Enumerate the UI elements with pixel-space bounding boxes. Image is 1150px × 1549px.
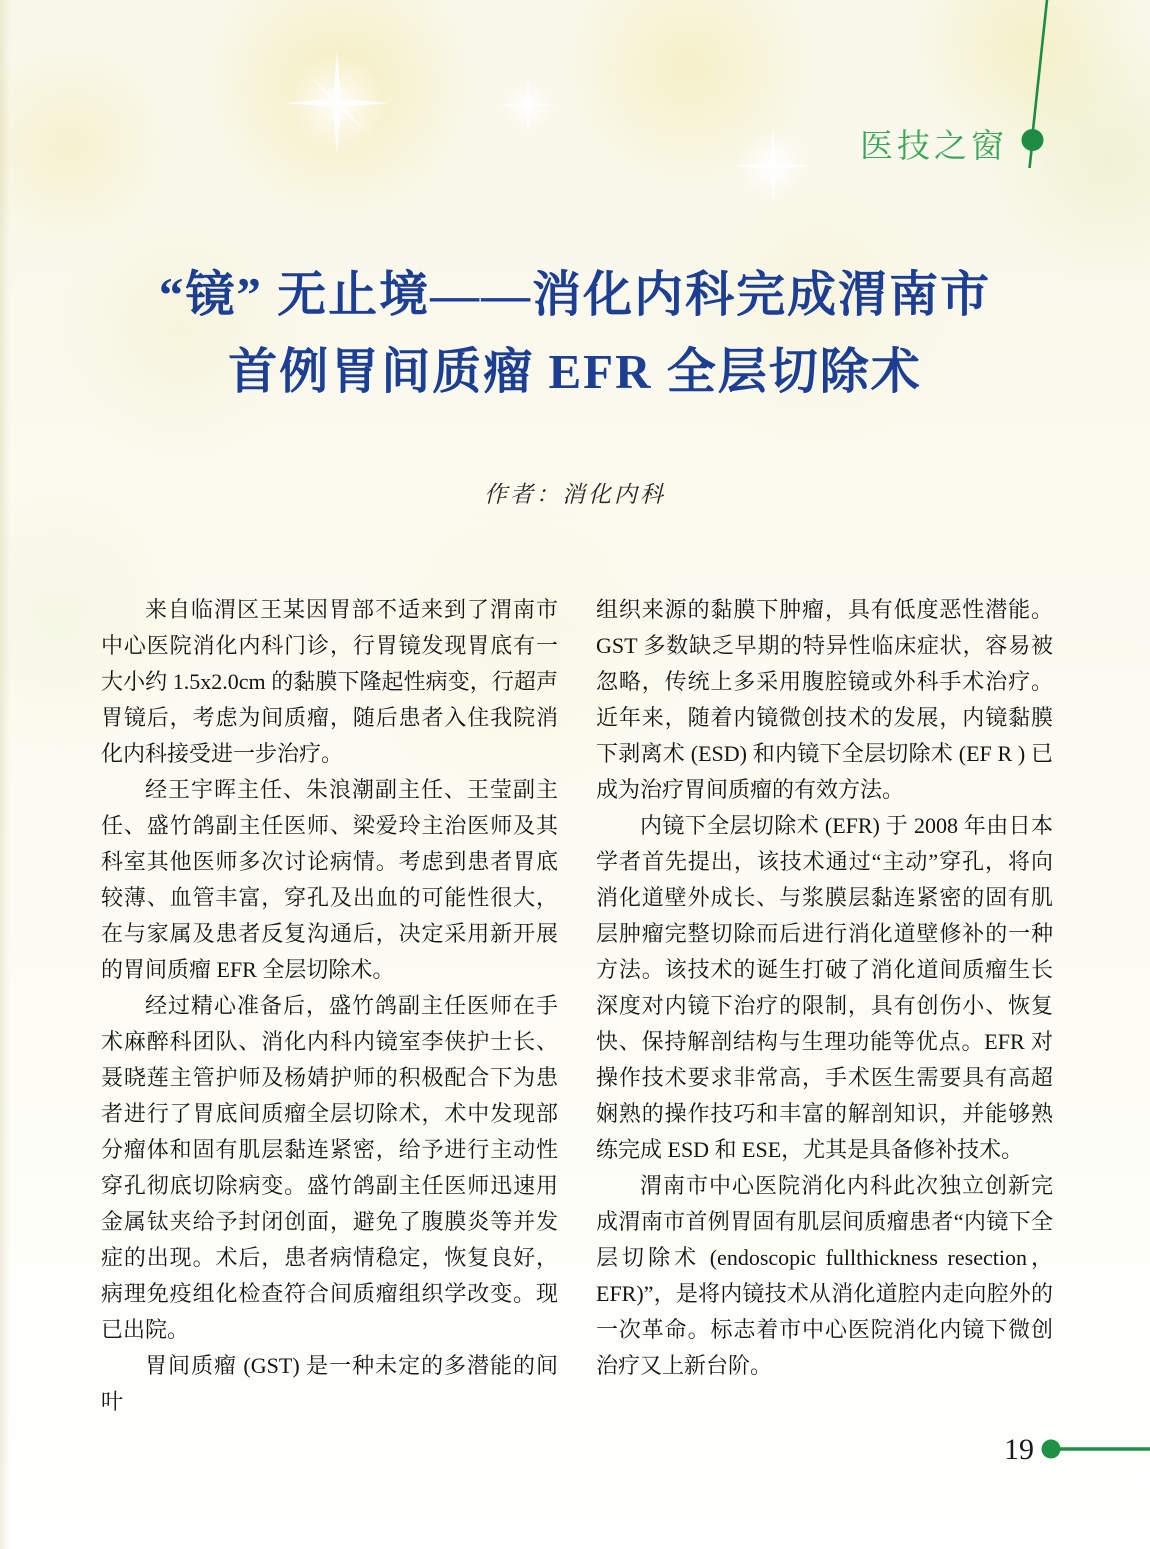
footer-rule-decoration (1036, 1434, 1150, 1466)
page-number: 19 (1004, 1433, 1034, 1466)
title-line-2: 首例胃间质瘤 EFR 全层切除术 (228, 344, 922, 399)
paragraph: 胃间质瘤 (GST) 是一种未定的多潜能的间叶 (101, 1353, 558, 1414)
section-tag: 医技之窗 (860, 127, 1008, 164)
paragraph: 内镜下全层切除术 (EFR) 于 2008 年由日本学者首先提出，该技术通过“主动”穿孔，将向消化道壁外成长、与浆膜层黏连紧密的固有肌层肿瘤完整切除而后进行消化道壁修补的一种方法。该技术的诞生打破了消化道间质瘤生长深度对内镜下治疗的限制，具有创伤小、恢复快、保持解剖结构与生理功能等优点。EFR 对操作技术要求非常高，手术医生需要具有高超娴熟的操作技巧和丰富的解剖知识，并能够熟练完成 ESD 和 ESE，尤其是具备修补技术。 (596, 813, 1053, 1162)
sparkle-icon (732, 125, 814, 207)
paragraph: 经过精心准备后，盛竹鸽副主任医师在手术麻醉科团队、消化内科内镜室李侠护士长、聂晓莲主管护师及杨婧护师的积极配合下为患者进行了胃底间质瘤全层切除术，术中发现部分瘤体和固有肌层黏连紧密，给予进行主动性穿孔彻底切除病变。盛竹鸽副主任医师迅速用金属钛夹给予封闭创面，避免了腹膜炎等并发症的出现。术后，患者病情稳定，恢复良好，病理免疫组化检查符合间质瘤组织学改变。现已出院。 (101, 993, 558, 1342)
paragraph: 渭南市中心医院消化内科此次独立创新完成渭南市首例胃固有肌层间质瘤患者“内镜下全层切除术 (endoscopic fullthickness resection，EFR)”，是将内镜技术从消化道腔内走向腔外的一次革命。标志着市中心医院消化内镜下微创治疗又上新台阶。 (596, 1173, 1053, 1378)
paragraph: 来自临渭区王某因胃部不适来到了渭南市中心医院消化内科门诊，行胃镜发现胃底有一大小约 1.5x2.0cm 的黏膜下隆起性病变，行超声胃镜后，考虑为间质瘤，随后患者入住我院消化内科接受进一步治疗。 (101, 597, 558, 766)
column-right (596, 592, 1053, 1420)
column-left (101, 592, 558, 1420)
article-body (101, 592, 1053, 1420)
sparkle-icon (498, 75, 558, 135)
corner-line-decoration (1000, 0, 1080, 180)
paragraph: 经王宇晖主任、朱浪潮副主任、王莹副主任、盛竹鸽副主任医师、梁爱玲主治医师及其科室其他医师多次讨论病情。考虑到患者胃底较薄、血管丰富，穿孔及出血的可能性很大，在与家属及患者反复沟通后，决定采用新开展的胃间质瘤 EFR 全层切除术。 (101, 777, 558, 982)
title-line-1: “镜” 无止境——消化内科完成渭南市 (158, 267, 992, 322)
paragraph: 组织来源的黏膜下肿瘤，具有低度恶性潜能。GST 多数缺乏早期的特异性临床症状，容易被忽略，传统上多采用腹腔镜或外科手术治疗。近年来，随着内镜微创技术的发展，内镜黏膜下剥离术 (ESD) 和内镜下全层切除术 (EF R ) 已成为治疗胃间质瘤的有效方法。 (596, 597, 1053, 802)
byline: 作者：消化内科 (484, 482, 666, 507)
sparkle-icon (282, 48, 392, 158)
article-title (0, 256, 1150, 410)
